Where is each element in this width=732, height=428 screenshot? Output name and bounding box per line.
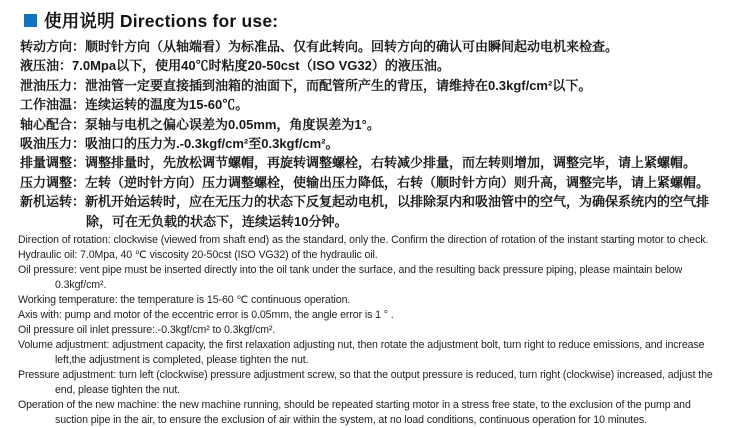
instruction-item-en: Working temperature: the temperature is 15-60 ℃ continuous operation. [18, 294, 351, 307]
instruction-item-en: Oil pressure oil inlet pressure:.-0.3kgf/cm² to 0.3kgf/cm². [18, 324, 276, 337]
item-text: 泵轴与电机之偏心误差为0.05mm，角度误差为1°。 [85, 116, 380, 132]
item-text: 顺时针方向（从轴端看）为标准品、仅有此转向。回转方向的确认可由瞬间起动电机来检查。 [85, 39, 619, 54]
instruction-item-en: Direction of rotation: clockwise (viewed from shaft end) as the standard, only the. Confirm the direction of rotation of the instant starting motor to check. [18, 234, 709, 247]
blue-square-marker-icon [24, 14, 37, 27]
item-label: 压力调整： [20, 174, 86, 190]
instruction-item-zh [20, 95, 722, 114]
instruction-item-zh [20, 173, 722, 192]
item-text: 左转（逆时针方向）压力调整螺栓，使输出压力降低，右转（顺时针方向）则升高，调整完毕，请上紧螺帽。 [85, 174, 710, 190]
instruction-item-zh [20, 76, 722, 95]
item-text: 吸油口的压力为.-0.3kgf/cm²至0.3kgf/cm²。 [85, 136, 339, 152]
english-instructions [0, 231, 732, 428]
item-text: 7.0Mpa以下，使用40℃时粘度20-50cst（ISO VG32）的液压油。 [72, 58, 450, 74]
instruction-item-en: Hydraulic oil: 7.0Mpa, 40 ℃ viscosity 20-50cst (ISO VG32) of the hydraulic oil. [18, 249, 378, 262]
page-title: 使用说明 Directions for use: [44, 11, 279, 31]
item-label: 泄油压力： [20, 77, 86, 93]
item-label: 吸油压力： [20, 136, 86, 152]
chinese-instructions [0, 34, 732, 231]
instruction-item-en: Operation of the new machine: the new machine running, should be repeated starting motor in a stress free state, to the exclusion of the pump and suction pipe in the air, to ensure the exclusion of air within the system, at no load conditions, continuous operation for 10 minutes. [18, 399, 691, 427]
instruction-item-en: Pressure adjustment: turn left (clockwise) pressure adjustment screw, so that the output pressure is reduced, turn right (clockwise) increased, adjust the end, please tighten the nut. [18, 369, 713, 397]
item-label: 液压油： [20, 58, 73, 74]
instruction-item-en: Volume adjustment: adjustment capacity, the first relaxation adjusting nut, then rotate the adjustment bolt, turn right to reduce emissions, and increase left,the adjustment is completed, please tighten the nut. [18, 339, 705, 367]
item-text: 调整排量时，先放松调节螺帽，再旋转调整螺栓，右转减少排量，而左转则增加，调整完毕，请上紧螺帽。 [85, 155, 697, 171]
instruction-item-en: Axis with: pump and motor of the eccentric error is 0.05mm, the angle error is 1 ° . [18, 309, 394, 322]
instruction-item-zh [20, 115, 722, 134]
section-header [0, 0, 732, 34]
item-label: 转动方向： [20, 39, 86, 54]
item-text: 泄油管一定要直接插到油箱的油面下，而配管所产生的背压，请维持在0.3kgf/cm²以下。 [85, 77, 592, 93]
instruction-item-zh [20, 56, 722, 75]
item-label: 轴心配合： [20, 116, 86, 132]
instruction-item-zh [20, 192, 722, 231]
item-text: 连续运转的温度为15-60℃。 [85, 97, 249, 113]
instruction-item-zh [20, 153, 722, 172]
instruction-item-zh [20, 37, 722, 56]
item-label: 新机运转： [20, 194, 86, 210]
item-label: 工作油温： [20, 97, 86, 113]
item-text: 新机开始运转时，应在无压力的状态下反复起动电机，以排除泵内和吸油管中的空气，为确保系统内的空气排除，可在无负载的状态下，连续运转10分钟。 [85, 194, 710, 229]
item-label: 排量调整： [20, 155, 86, 171]
instruction-item-en: Oil pressure: vent pipe must be inserted directly into the oil tank under the surface, and the resulting back pressure piping, please maintain below 0.3kgf/cm². [18, 264, 683, 292]
instruction-item-zh [20, 134, 722, 153]
